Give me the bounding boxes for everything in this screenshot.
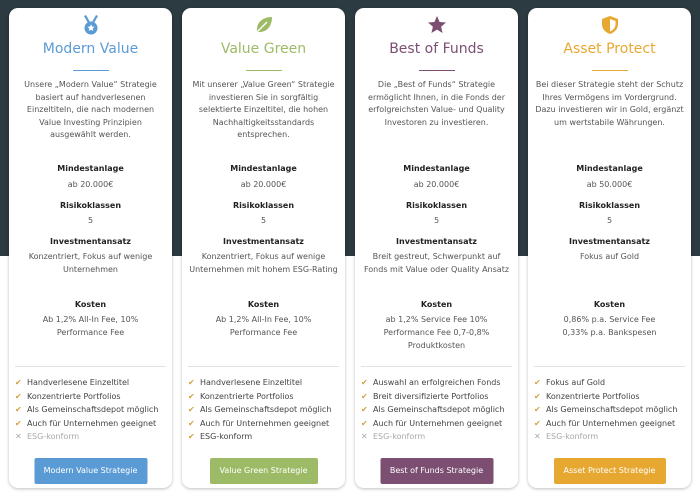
feature-item: ✔ Fokus auf Gold <box>534 376 687 390</box>
check-icon: ✔ <box>534 418 541 428</box>
divider <box>188 366 339 367</box>
min-investment-label: Mindestanlage <box>403 164 470 173</box>
check-icon: ✔ <box>361 378 368 387</box>
feature-item: ✔ Als Gemeinschaftsdepot möglich <box>188 403 341 417</box>
min-investment-value: ab 50.000€ <box>586 180 633 189</box>
approach-value: Fokus auf Gold <box>579 252 640 261</box>
feature-item: ✔ Auch für Unternehmen geeignet <box>534 417 687 431</box>
check-icon: ✔ <box>188 418 195 428</box>
cost-value: Ab 1,2% All-In Fee, 10% Performance Fee <box>215 315 312 337</box>
strategy-card-value-green <box>182 8 345 488</box>
feature-item: ✔ Handverlesene Einzeltitel <box>188 376 341 390</box>
min-investment-value: ab 20.000€ <box>67 180 114 189</box>
feature-item: ✔ Konzentrierte Portfolios <box>15 390 168 404</box>
feature-item: ✔ Als Gemeinschaftsdepot möglich <box>15 403 168 417</box>
risk-class-value: 5 <box>87 216 94 225</box>
card-description: Unsere „Modern Value“ Strategie basiert auf handverlesenen Einzeltiteln, die nach modernen Value Investing Prinzipien ausgewählt werden. <box>24 80 157 140</box>
cross-icon: ✕ <box>15 432 22 442</box>
check-icon: ✔ <box>15 418 22 428</box>
card-description: Mit unserer „Value Green“ Strategie investieren Sie in sorgfältig selektierte Einzeltitel, die hohen Nachhaltigkeitsstandards entsprechen. <box>192 80 335 140</box>
min-investment-label: Mindestanlage <box>57 164 124 173</box>
cost-value: Ab 1,2% All-In Fee, 10% Performance Fee <box>42 315 139 337</box>
cost-label: Kosten <box>593 300 626 309</box>
risk-class-value: 5 <box>606 216 613 225</box>
feature-item: ✔ Als Gemeinschaftsdepot möglich <box>361 403 514 417</box>
cost-label: Kosten <box>74 300 107 309</box>
cost-value: 0,86% p.a. Service Fee 0,33% p.a. Bankspesen <box>562 315 657 337</box>
card-title: Asset Protect <box>563 41 656 57</box>
card-title: Modern Value <box>42 41 139 57</box>
check-icon: ✔ <box>361 418 368 428</box>
title-underline <box>592 70 628 71</box>
min-investment-label: Mindestanlage <box>230 164 297 173</box>
risk-class-value: 5 <box>260 216 267 225</box>
check-icon: ✔ <box>15 378 22 387</box>
check-icon: ✔ <box>15 391 22 401</box>
feature-item: ✔ Auswahl an erfolgreichen Fonds <box>361 376 514 390</box>
min-investment-value: ab 20.000€ <box>413 180 460 189</box>
strategy-card-modern-value <box>9 8 172 488</box>
check-icon: ✔ <box>15 405 22 415</box>
cross-icon: ✕ <box>361 432 368 442</box>
feature-item: ✔ Auch für Unternehmen geeignet <box>188 417 341 431</box>
feature-list <box>15 376 168 444</box>
check-icon: ✔ <box>188 378 195 387</box>
feature-item: ✔ Auch für Unternehmen geeignet <box>15 417 168 431</box>
feature-item: ✔ Als Gemeinschaftsdepot möglich <box>534 403 687 417</box>
feature-list <box>188 376 341 444</box>
risk-class-label: Risikoklassen <box>59 201 122 210</box>
strategy-card-asset-protect <box>528 8 691 488</box>
check-icon: ✔ <box>534 378 541 387</box>
check-icon: ✔ <box>188 391 195 401</box>
title-underline <box>246 70 282 71</box>
strategy-card-best-of-funds <box>355 8 518 488</box>
divider <box>361 366 512 367</box>
check-icon: ✔ <box>188 432 195 442</box>
feature-list <box>361 376 514 444</box>
leaf-icon <box>254 15 274 35</box>
risk-class-value: 5 <box>433 216 440 225</box>
card-title: Best of Funds <box>389 41 484 57</box>
shield-icon <box>600 15 620 35</box>
cost-label: Kosten <box>420 300 453 309</box>
feature-item: ✕ ESG-konform <box>534 430 687 444</box>
medal-icon <box>81 15 101 35</box>
approach-label: Investmentansatz <box>50 237 131 246</box>
feature-item: ✔ Breit diversifizierte Portfolios <box>361 390 514 404</box>
modern-value-strategy-button[interactable]: Modern Value Strategie <box>34 458 147 484</box>
min-investment-value: ab 20.000€ <box>240 180 287 189</box>
risk-class-label: Risikoklassen <box>232 201 295 210</box>
card-description: Die „Best of Funds“ Strategie ermöglicht Ihnen, in die Fonds der erfolgreichsten Value- und Quality Investoren zu investieren. <box>368 80 505 127</box>
feature-item: ✔ Handverlesene Einzeltitel <box>15 376 168 390</box>
feature-item: ✕ ESG-konform <box>15 430 168 444</box>
risk-class-label: Risikoklassen <box>405 201 468 210</box>
star-icon <box>427 15 447 35</box>
check-icon: ✔ <box>188 405 195 415</box>
divider <box>15 366 166 367</box>
value-green-strategy-button[interactable]: Value Green Strategie <box>210 458 318 484</box>
divider <box>534 366 685 367</box>
check-icon: ✔ <box>534 405 541 415</box>
card-title: Value Green <box>220 41 307 57</box>
approach-value: Konzentriert, Fokus auf wenige Unternehmen <box>28 252 153 274</box>
feature-item: ✔ Konzentrierte Portfolios <box>188 390 341 404</box>
check-icon: ✔ <box>361 391 368 401</box>
cross-icon: ✕ <box>534 432 541 442</box>
approach-label: Investmentansatz <box>569 237 650 246</box>
feature-list <box>534 376 687 444</box>
feature-item: ✔ Auch für Unternehmen geeignet <box>361 417 514 431</box>
feature-item: ✔ Konzentrierte Portfolios <box>534 390 687 404</box>
approach-value: Breit gestreut, Schwerpunkt auf Fonds mit Value oder Quality Ansatz <box>363 252 510 274</box>
approach-label: Investmentansatz <box>223 237 304 246</box>
cost-value: ab 1,2% Service Fee 10% Performance Fee 0,7-0,8% Produktkosten <box>383 315 490 350</box>
check-icon: ✔ <box>534 391 541 401</box>
risk-class-label: Risikoklassen <box>578 201 641 210</box>
best-of-funds-strategy-button[interactable]: Best of Funds Strategie <box>380 458 493 484</box>
feature-item: ✔ ESG-konform <box>188 430 341 444</box>
feature-item: ✕ ESG-konform <box>361 430 514 444</box>
title-underline <box>73 70 109 71</box>
title-underline <box>419 70 455 71</box>
approach-value: Konzentriert, Fokus auf wenige Unternehmen mit hohem ESG-Rating <box>189 252 338 274</box>
check-icon: ✔ <box>361 405 368 415</box>
asset-protect-strategy-button[interactable]: Asset Protect Strategie <box>554 458 666 484</box>
min-investment-label: Mindestanlage <box>576 164 643 173</box>
card-description: Bei dieser Strategie steht der Schutz Ihres Vermögens im Vordergrund. Dazu investieren wir in Gold, ergänzt um wertstabile Währungen. <box>535 80 684 127</box>
approach-label: Investmentansatz <box>396 237 477 246</box>
cost-label: Kosten <box>247 300 280 309</box>
